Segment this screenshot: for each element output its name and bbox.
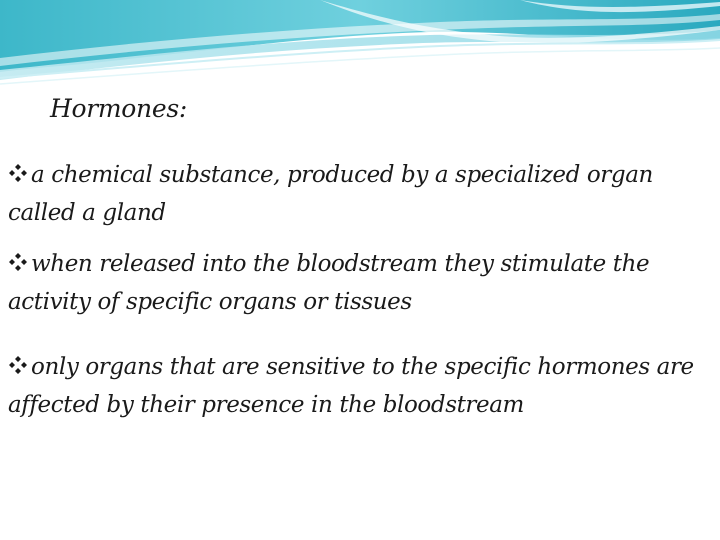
bullet-item bbox=[8, 245, 713, 321]
bullet-item bbox=[8, 348, 713, 424]
slide-title: Hormones: bbox=[50, 94, 188, 123]
bullet-text: a chemical substance, produced by a specialized organ called a gland bbox=[8, 162, 653, 226]
four-diamond-bullet-icon bbox=[8, 355, 28, 375]
bullet-item bbox=[8, 156, 713, 232]
bullet-text: when released into the bloodstream they stimulate the activity of specific organs or tissues bbox=[8, 251, 650, 315]
bullet-list bbox=[8, 156, 713, 424]
bullet-text: only organs that are sensitive to the specific hormones are affected by their presence in the bloodstream bbox=[8, 354, 694, 418]
four-diamond-bullet-icon bbox=[8, 163, 28, 183]
header-wave-decoration bbox=[0, 0, 720, 90]
four-diamond-bullet-icon bbox=[8, 252, 28, 272]
